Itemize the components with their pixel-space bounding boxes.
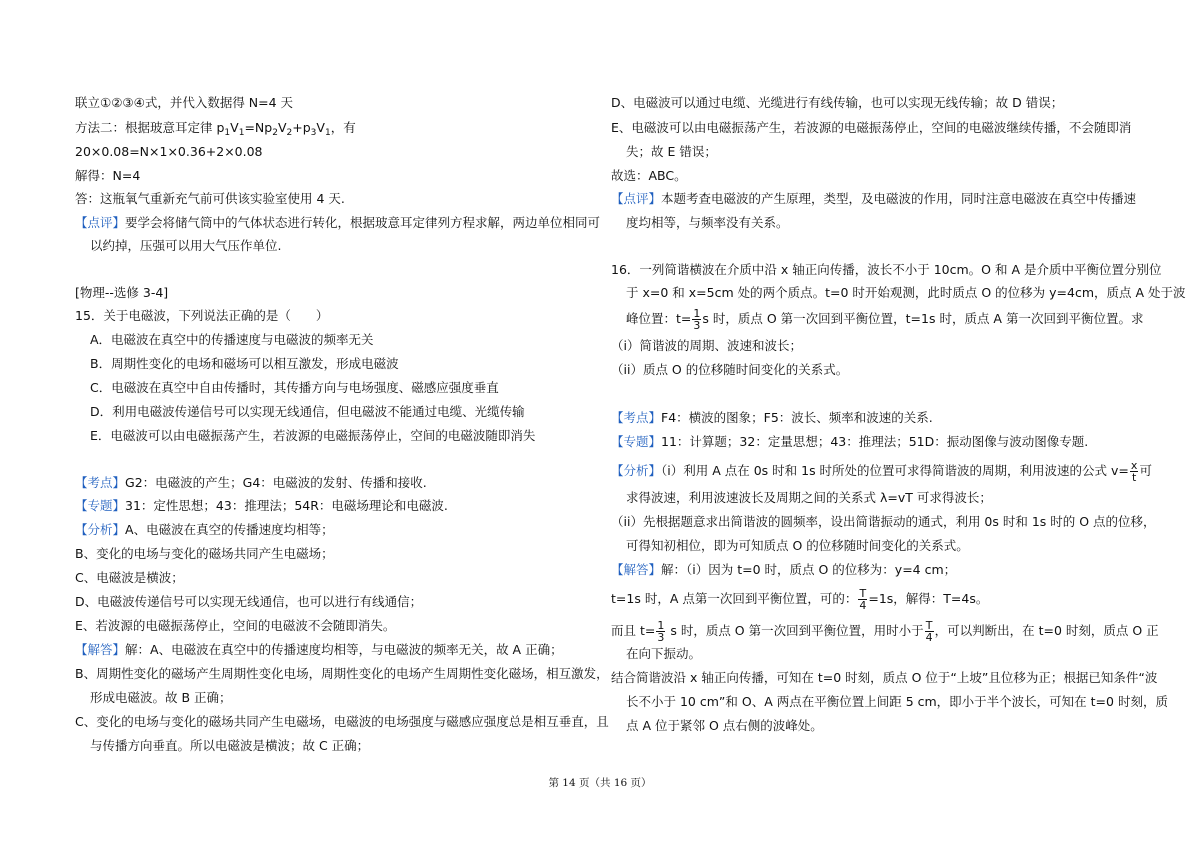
zhuanti-line [75, 498, 448, 514]
text-line: 可得知初相位，即为可知质点 O 的位移随时间变化的关系式。 [626, 538, 969, 553]
text-fragment: 31：定性思想；43：推理法；54R：电磁场理论和电磁波. [125, 498, 448, 513]
denominator: 4 [925, 631, 933, 644]
text-line: C、变化的电场与变化的磁场共同产生电磁场，电磁波的电场强度与磁感应强度总是相互垂直，且 [75, 714, 609, 729]
numerator: T [925, 619, 933, 632]
text-fragment: 要学会将储气筒中的气体状态进行转化，根据玻意耳定律列方程求解，两边单位相同可 [125, 215, 601, 230]
text-fragment: 峰位置：t= [626, 311, 692, 326]
denominator: 4 [859, 599, 867, 612]
text-line: E、电磁波可以由电磁振荡产生，若波源的电磁振荡停止，空间的电磁波继续传播，不会随即消 [611, 120, 1132, 135]
numerator: 1 [693, 307, 701, 320]
fraction [925, 620, 934, 643]
text-line: D、电磁波可以通过电缆、光缆进行有线传输，也可以实现无线传输；故 D 错误； [611, 95, 1064, 110]
text-line: 形成电磁波。故 B 正确； [90, 690, 232, 705]
text-line: 度均相等，与频率没有关系。 [626, 215, 789, 230]
option-d: D．利用电磁波传递信号可以实现无线通信，但电磁波不能通过电缆、光缆传输 [90, 404, 525, 419]
text-line: 与传播方向垂直。所以电磁波是横波；故 C 正确； [90, 738, 370, 753]
jieda-line [611, 562, 956, 578]
text-line: 在向下振动。 [626, 646, 702, 661]
text-line: 于 x=0 和 x=5cm 处的两个质点。t=0 时开始观测，此时质点 O 的位移为 y=4cm，质点 A 处于波 [626, 285, 1186, 300]
fraction [1130, 460, 1139, 483]
text-fragment: 可 [1139, 463, 1152, 478]
text-fragment: 解：A、电磁波在真空中的传播速度均相等，与电磁波的频率无关，故 A 正确； [125, 642, 563, 657]
dianping-tag: 【点评】 [611, 191, 662, 206]
page-footer: 第 14 页（共 16 页） [548, 777, 652, 789]
text-line: D、电磁波传递信号可以实现无线通信，也可以进行有线通信； [75, 594, 423, 609]
fenxi-tag: 【分析】 [75, 522, 126, 537]
fenxi-tag: 【分析】 [611, 463, 662, 478]
text-line: 解得：N=4 [75, 168, 141, 183]
text-line [611, 620, 1159, 643]
text-line [611, 588, 988, 611]
text-fragment: F4：横波的图象；F5：波长、频率和波速的关系. [661, 410, 933, 425]
text-fragment: G2：电磁波的产生；G4：电磁波的发射、传播和接收. [125, 475, 427, 490]
text-fragment: s 时，质点 O 第一次回到平衡位置，t=1s 时，质点 A 第一次回到平衡位置。求 [702, 311, 1144, 326]
zhuanti-tag: 【专题】 [75, 498, 126, 513]
text-fragment: 11：计算题；32：定量思想；43：推理法；51D：振动图像与波动图像专题. [661, 434, 1089, 449]
numerator: T [859, 587, 867, 600]
denominator: 3 [693, 319, 701, 332]
text-fragment: =1s，解得：T=4s。 [868, 591, 989, 606]
text-fragment: s 时，质点 O 第一次回到平衡位置，用时小于 [666, 623, 924, 638]
jieda-tag: 【解答】 [75, 642, 126, 657]
text-line: 以约掉，压强可以用大气压作单位. [90, 238, 282, 253]
zhuanti-tag: 【专题】 [611, 434, 662, 449]
numerator: x [1130, 459, 1138, 472]
text-line: B、变化的电场与变化的磁场共同产生电磁场； [75, 546, 334, 561]
fraction [692, 308, 701, 331]
text-line: （ii）质点 O 的位移随时间变化的关系式。 [611, 362, 849, 377]
jieda-line [75, 642, 563, 658]
text-fragment: ，可以判断出，在 t=0 时刻，质点 O 正 [934, 623, 1159, 638]
text-fragment: ，有 [330, 120, 356, 135]
text-line: 结合简谐波沿 x 轴正向传播，可知在 t=0 时刻，质点 O 位于“上坡”且位移为正；根据已知条件“波 [611, 670, 1158, 685]
fraction [858, 588, 867, 611]
text-line: E、若波源的电磁振荡停止，空间的电磁波不会随即消失。 [75, 618, 396, 633]
fraction [656, 620, 665, 643]
text-line: （i）简谐波的周期、波速和波长； [611, 338, 802, 353]
text-fragment: 而且 t= [611, 623, 656, 638]
question-16: 16．一列简谐横波在介质中沿 x 轴正向传播，波长不小于 10cm。O 和 A 是介质中平衡位置分别位 [611, 262, 1162, 277]
text-line: B、周期性变化的磁场产生周期性变化电场，周期性变化的电场产生周期性变化磁场，相互激发， [75, 666, 609, 681]
text-line: 联立①②③④式，并代入数据得 N=4 天 [75, 95, 294, 110]
kaodian-tag: 【考点】 [611, 410, 662, 425]
text-line [626, 308, 1143, 331]
denominator: 3 [657, 631, 665, 644]
formula: $p_1V_1=Np_2V_2+p_3V_1$ [216, 120, 331, 138]
denominator: t [1132, 471, 1137, 484]
kaodian-line [611, 410, 933, 426]
option-b: B．周期性变化的电场和磁场可以相互激发，形成电磁波 [90, 356, 399, 371]
dianping-line [611, 191, 1136, 207]
text-line: 长不小于 10 cm”和 O、A 两点在平衡位置上间距 5 cm，即小于半个波长，可知在 t=0 时刻，质 [626, 694, 1168, 709]
text-line: （ii）先根据题意求出简谐波的圆频率，设出简谐振动的通式，利用 0s 时和 1s 时的 O 点的位移， [611, 514, 1156, 529]
kaodian-line [75, 475, 427, 491]
text-fragment: A、电磁波在真空的传播速度均相等； [125, 522, 334, 537]
numerator: 1 [657, 619, 665, 632]
text-line: 答：这瓶氧气重新充气前可供该实验室使用 4 天. [75, 191, 345, 206]
jieda-tag: 【解答】 [611, 562, 662, 577]
text-line: 20×0.08=N×1×0.36+2×0.08 [75, 144, 263, 159]
section-heading: [物理--选修 3-4] [75, 285, 169, 300]
comment-line [75, 215, 600, 231]
text-fragment: 解：（i）因为 t=0 时，质点 O 的位移为：y=4 cm； [661, 562, 957, 577]
kaodian-tag: 【考点】 [75, 475, 126, 490]
option-c: C．电磁波在真空中自由传播时，其传播方向与电场强度、磁感应强度垂直 [90, 380, 499, 395]
zhuanti-line [611, 434, 1088, 450]
fenxi-line [611, 460, 1152, 483]
text-line: 点 A 位于紧邻 O 点右侧的波峰处。 [626, 718, 823, 733]
text-line: 求得波速，利用波速波长及周期之间的关系式 λ=vT 可求得波长； [626, 490, 992, 505]
text-fragment: （i）利用 A 点在 0s 时和 1s 时所处的位置可求得简谐波的周期，利用波速的公式 v= [661, 463, 1129, 478]
text-fragment: 本题考查电磁波的产生原理，类型，及电磁波的作用，同时注意电磁波在真空中传播速 [661, 191, 1137, 206]
text-line: 失；故 E 错误； [626, 144, 717, 159]
question-15: 15．关于电磁波，下列说法正确的是（ ） [75, 308, 329, 323]
text-line: C、电磁波是横波； [75, 570, 184, 585]
text-fragment: t=1s 时，A 点第一次回到平衡位置，可的： [611, 591, 858, 606]
boyle-law-line [75, 120, 356, 141]
option-e: E．电磁波可以由电磁振荡产生，若波源的电磁振荡停止，空间的电磁波随即消失 [90, 428, 536, 443]
fenxi-line [75, 522, 334, 538]
option-a: A．电磁波在真空中的传播速度与电磁波的频率无关 [90, 332, 374, 347]
text-fragment: 方法二：根据玻意耳定律 [75, 120, 217, 135]
text-line: 故选：ABC。 [611, 168, 687, 183]
comment-tag: 【点评】 [75, 215, 126, 230]
